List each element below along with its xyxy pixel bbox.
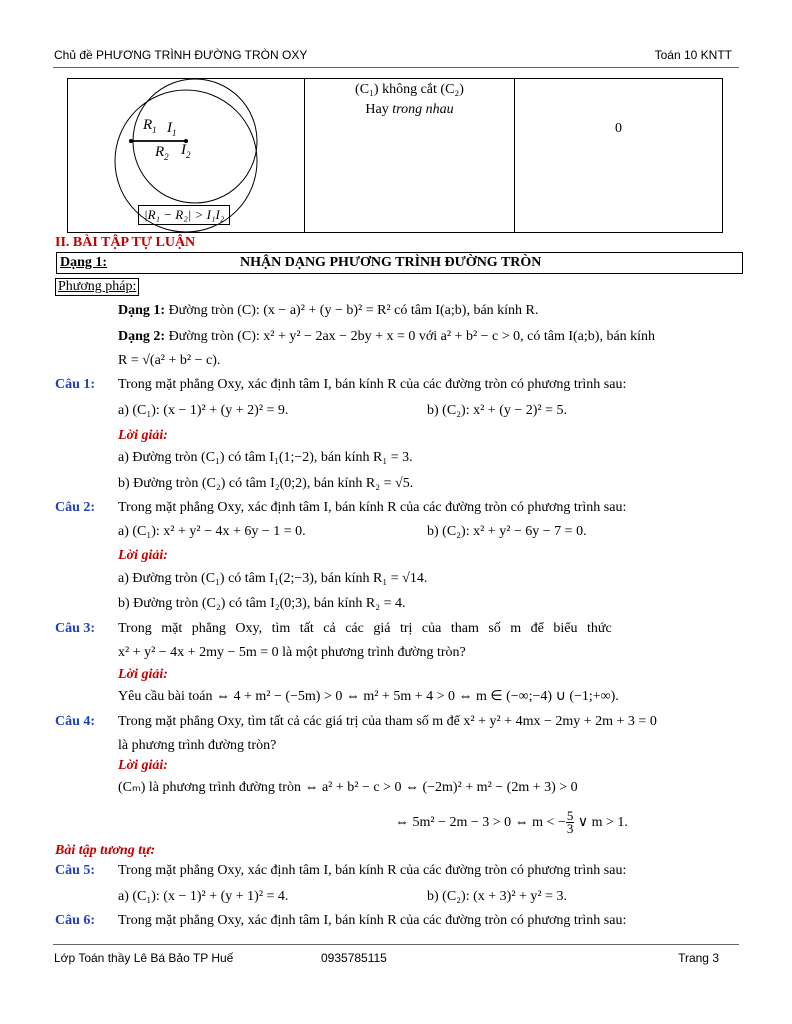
fraction-five-thirds (566, 810, 575, 835)
q3-solution-label: Lời giải: (118, 667, 168, 682)
q3-solution: Yêu cầu bài toán ⇔ 4 + m² − (−5m) > 0 ⇔ m² + 5m + 4 > 0 ⇔ m ∈ (−∞;−4) ∪ (−1;+∞). (118, 689, 619, 704)
method-form-2-radius: R = √(a² + b² − c). (118, 353, 221, 368)
q4-solution-line-1: (Cₘ) là phương trình đường tròn ⇔ a² + b² − c > 0 ⇔ (−2m)² + m² − (2m + 3) > 0 (118, 780, 578, 795)
footer-teacher: Lớp Toán thầy Lê Bá Bảo TP Huế (54, 951, 234, 965)
q1-part-b: b) (C₂): x² + (y − 2)² = 5. (427, 403, 567, 418)
q5-text: Trong mặt phẳng Oxy, xác định tâm I, bán kính R của các đường tròn có phương trình sau: (118, 863, 627, 878)
intersection-count: 0 (615, 121, 622, 136)
diagram-label-r1: $R_1$ (143, 117, 157, 135)
q1-part-a: a) (C₁): (x − 1)² + (y + 2)² = 9. (118, 403, 289, 418)
description-line-1: (C₁) không cắt (C₂) (355, 82, 464, 97)
header-topic: Chủ đề PHƯƠNG TRÌNH ĐƯỜNG TRÒN OXY (54, 48, 308, 62)
form-1-label: Dạng 1: (118, 303, 166, 318)
q3-label: Câu 3: (55, 621, 96, 636)
q5-label: Câu 5: (55, 863, 96, 878)
header-course: Toán 10 KNTT (654, 48, 732, 62)
q5-part-b: b) (C₂): (x + 3)² + y² = 3. (427, 889, 567, 904)
fraction-numerator: 5 (566, 808, 574, 824)
dang-title: NHẬN DẠNG PHƯƠNG TRÌNH ĐƯỜNG TRÒN (240, 255, 542, 270)
diagram-label-i1: $I_1$ (167, 120, 177, 138)
q2-solution-b: b) Đường tròn (C₂) có tâm I₂(0;3), bán kính R₂ = 4. (118, 596, 406, 611)
fraction-denominator: 3 (566, 821, 574, 837)
q4-text-cont: là phương trình đường tròn? (118, 738, 277, 753)
q6-text: Trong mặt phẳng Oxy, xác định tâm I, bán kính R của các đường tròn có phương trình sau: (118, 913, 627, 928)
q1-solution-label: Lời giải: (118, 428, 168, 443)
q1-solution-b: b) Đường tròn (C₂) có tâm I₂(0;2), bán kính R₂ = √5. (118, 476, 414, 491)
footer-page-number: Trang 3 (678, 951, 719, 965)
q3-text: Trong mặt phẳng Oxy, tìm tất cả các giá trị của tham số m để biểu thức (118, 621, 612, 636)
form-2-label: Dạng 2: (118, 329, 166, 344)
similar-exercises-label: Bài tập tương tự: (55, 843, 156, 858)
footer-phone: 0935785115 (321, 951, 387, 965)
q2-solution-label: Lời giải: (118, 548, 168, 563)
q5-part-a: a) (C₁): (x − 1)² + (y + 1)² = 4. (118, 889, 289, 904)
q4-solution-label: Lời giải: (118, 758, 168, 773)
table-cell-description (304, 78, 515, 233)
section-title: II. BÀI TẬP TỰ LUẬN (55, 235, 196, 250)
q4-label: Câu 4: (55, 714, 96, 729)
table-cell-count (514, 78, 723, 233)
q4-solution-right: ∨ m > 1. (577, 815, 628, 830)
q6-label: Câu 6: (55, 913, 96, 928)
header-rule (53, 67, 739, 68)
table-cell-diagram (67, 78, 305, 233)
dang-label: Dạng 1: (60, 255, 108, 270)
q2-label: Câu 2: (55, 500, 96, 515)
form-2-text: Đường tròn (C): x² + y² − 2ax − 2by + x = 0 với a² + b² − c > 0, có tâm I(a;b), bán kính (165, 329, 656, 344)
q1-label: Câu 1: (55, 377, 96, 392)
dang-box (56, 252, 743, 274)
q1-solution-a: a) Đường tròn (C₁) có tâm I₁(1;−2), bán kính R₁ = 3. (118, 450, 413, 465)
diagram-label-i2: $I_2$ (181, 142, 191, 160)
q1-text: Trong mặt phẳng Oxy, xác định tâm I, bán kính R của các đường tròn có phương trình sau: (118, 377, 627, 392)
q2-solution-a: a) Đường tròn (C₁) có tâm I₁(2;−3), bán kính R₁ = √14. (118, 571, 428, 586)
q4-text: Trong mặt phẳng Oxy, tìm tất cả các giá trị của tham số m để x² + y² + 4mx − 2my + 2m + 3 = 0 (118, 714, 657, 729)
footer-rule (53, 944, 739, 945)
description-plain: Hay (365, 102, 393, 117)
q2-part-a: a) (C₁): x² + y² − 4x + 6y − 1 = 0. (118, 524, 306, 539)
method-form-1 (118, 302, 538, 320)
q3-text-cont: x² + y² − 4x + 2my − 5m = 0 là một phương trình đường tròn? (118, 645, 466, 660)
q4-solution-line-2 (395, 806, 628, 840)
description-italic: trong nhau (392, 102, 454, 117)
q4-solution-left: ⇔ 5m² − 2m − 3 > 0 ⇔ m < − (395, 815, 566, 830)
method-form-2 (118, 328, 734, 346)
q2-part-b: b) (C₂): x² + y² − 6y − 7 = 0. (427, 524, 587, 539)
condition-box: |R₁ − R₂| > I₁I₂ (138, 205, 230, 225)
diagram-label-r2: $R_2$ (155, 144, 169, 162)
method-label: Phương pháp: (55, 278, 139, 296)
description-line-2 (305, 102, 514, 118)
form-1-text: Đường tròn (C): (x − a)² + (y − b)² = R² có tâm I(a;b), bán kính R. (165, 303, 539, 318)
q2-text: Trong mặt phẳng Oxy, xác định tâm I, bán kính R của các đường tròn có phương trình sau: (118, 500, 627, 515)
